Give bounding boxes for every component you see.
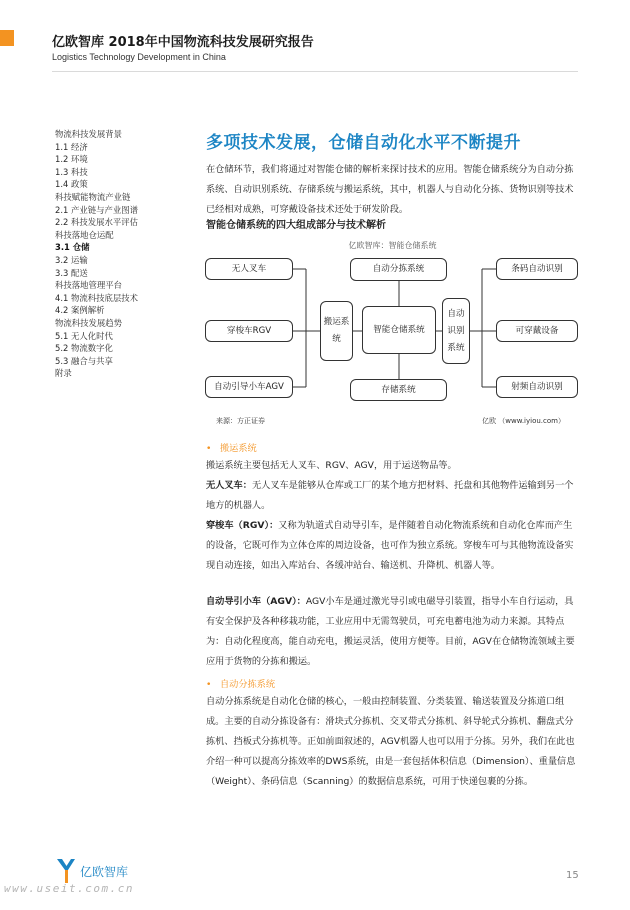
toc-item[interactable]: 1.3 科技	[55, 166, 88, 177]
text-agv: AGV小车是通过激光导引或电磁导引装置，指导小车自行运动，具有安全保护及各种移栽功能，工业应用中无需驾驶员，可充电蓄电池为动力来源。其特点为：自动化程度高，能自动充电，搬运灵活，使用方便等。目前，AGV在仓储物流领域主要应用于货物的分拣和搬运。	[206, 596, 575, 667]
paragraph-forklift	[206, 476, 581, 516]
toc-item[interactable]: 3.2 运输	[55, 254, 88, 265]
diagram-box-rfid: 射频自动识别	[496, 376, 578, 398]
diagram-center: 智能仓储系统	[362, 306, 436, 354]
report-title: 亿欧智库 2018年中国物流科技发展研究报告	[52, 35, 314, 50]
diagram-box-unmanned-forklift: 无人叉车	[205, 258, 293, 280]
toc-item[interactable]: 5.1 无人化时代	[55, 330, 113, 341]
table-of-contents	[55, 128, 185, 380]
toc-item[interactable]: 4.2 案例解析	[55, 305, 105, 316]
page-number: 15	[566, 870, 579, 881]
footer-brand: 亿欧智库	[80, 865, 129, 879]
bullet-dot-icon: •	[206, 679, 212, 690]
toc-item[interactable]: 附录	[55, 368, 72, 379]
term-forklift: 无人叉车：	[206, 480, 252, 491]
toc-item[interactable]: 2.1 产业链与产业图谱	[55, 204, 138, 215]
section-title: 多项技术发展，仓储自动化水平不断提升	[206, 133, 521, 153]
toc-item[interactable]: 物流科技发展背景	[55, 129, 122, 139]
term-agv: 自动导引小车（AGV）：	[206, 596, 306, 607]
toc-item[interactable]: 科技落地仓运配	[55, 229, 114, 240]
toc-item[interactable]: 1.2 环境	[55, 154, 88, 165]
bullet-dot-icon: •	[206, 443, 212, 454]
paragraph-sorting: 自动分拣系统是自动化仓储的核心，一般由控制装置、分类装置、输送装置及分拣道口组成。主要的自动分拣设备有：滑块式分拣机、交叉带式分拣机、斜导轮式分拣机、翻盘式分拣机、挡板式分拣机等。正如前面叙述的，AGV机器人也可以用于分拣。另外，我们在此也介绍一种可以提高分拣效率的DWS系统，由是一套包括体积信息（Dimension）、重量信息（Weight）、条码信息（Scanning）的数据信息系统，可用于快递包裹的分拣。	[206, 696, 576, 787]
diagram-source-left: 来源：方正证券	[216, 417, 265, 425]
warehouse-system-diagram	[200, 236, 585, 431]
diagram-hub-handling: 搬运系统	[320, 301, 353, 361]
diagram-box-rgv: 穿梭车RGV	[205, 320, 293, 342]
diagram-box-barcode: 条码自动识别	[496, 258, 578, 280]
paragraph-agv	[206, 592, 581, 672]
text-forklift: 无人叉车是能够从仓库或工厂的某个地方把材料、托盘和其他物件运输到另一个地方的机器人。	[206, 480, 574, 511]
toc-item-active[interactable]: 3.1 仓储	[55, 242, 90, 253]
header-accent-bar	[0, 30, 14, 46]
toc-item[interactable]: 5.2 物流数字化	[55, 343, 113, 354]
text-rgv: 又称为轨道式自动导引车，是伴随着自动化物流系统和自动化仓库而产生的设备，它既可作为立体仓库的周边设备，也可作为独立系统。穿梭车可与其他物流设备实现自动连接，如出入库站台、各缓冲站台、输送机、升降机、机器人等。	[206, 520, 574, 571]
diagram-box-sorting: 自动分拣系统	[350, 258, 447, 281]
diagram-box-storage: 存储系统	[350, 379, 447, 401]
handling-intro: 搬运系统主要包括无人叉车、RGV、AGV，用于运送物品等。	[206, 460, 457, 471]
header-divider	[52, 71, 578, 72]
toc-item[interactable]: 科技赋能物流产业链	[55, 191, 131, 202]
toc-item[interactable]: 4.1 物流科技底层技术	[55, 292, 138, 303]
toc-item[interactable]: 3.3 配送	[55, 267, 88, 278]
toc-item[interactable]: 科技落地管理平台	[55, 280, 122, 291]
yiou-logo-icon	[56, 858, 76, 884]
toc-item[interactable]: 2.2 科技发展水平评估	[55, 217, 138, 228]
toc-item[interactable]: 1.1 经济	[55, 141, 88, 152]
toc-item[interactable]: 5.3 融合与共享	[55, 355, 113, 366]
diagram-hub-identification: 自动识别系统	[442, 298, 470, 364]
term-rgv: 穿梭车（RGV）：	[206, 520, 279, 531]
diagram-box-wearable: 可穿戴设备	[496, 320, 578, 342]
bullet-heading-handling	[206, 440, 257, 454]
diagram-caption: 亿欧智库：智能仓储系统	[348, 241, 437, 250]
diagram-box-agv: 自动引导小车AGV	[205, 376, 293, 398]
toc-item[interactable]: 1.4 政策	[55, 179, 88, 190]
intro-paragraph: 在仓储环节，我们将通过对智能仓储的解析来探讨技术的应用。智能仓储系统分为自动分拣系统、自动识别系统、存储系统与搬运系统，其中，机器人与自动化分拣、货物识别等技术已经相对成熟，可穿戴设备技术还处于研发阶段。	[206, 164, 574, 215]
diagram-title: 智能仓储系统的四大组成部分与技术解析	[206, 220, 386, 231]
bullet-heading-sorting	[206, 676, 275, 690]
watermark: www.useit.com.cn	[4, 882, 134, 895]
diagram-source-right: 亿欧 （www.iyiou.com）	[482, 417, 565, 425]
bullet-heading-text: 搬运系统	[220, 443, 257, 454]
report-subtitle: Logistics Technology Development in China	[52, 52, 226, 62]
toc-item[interactable]: 物流科技发展趋势	[55, 317, 122, 328]
bullet-heading-text: 自动分拣系统	[220, 679, 276, 690]
paragraph-rgv	[206, 516, 581, 576]
